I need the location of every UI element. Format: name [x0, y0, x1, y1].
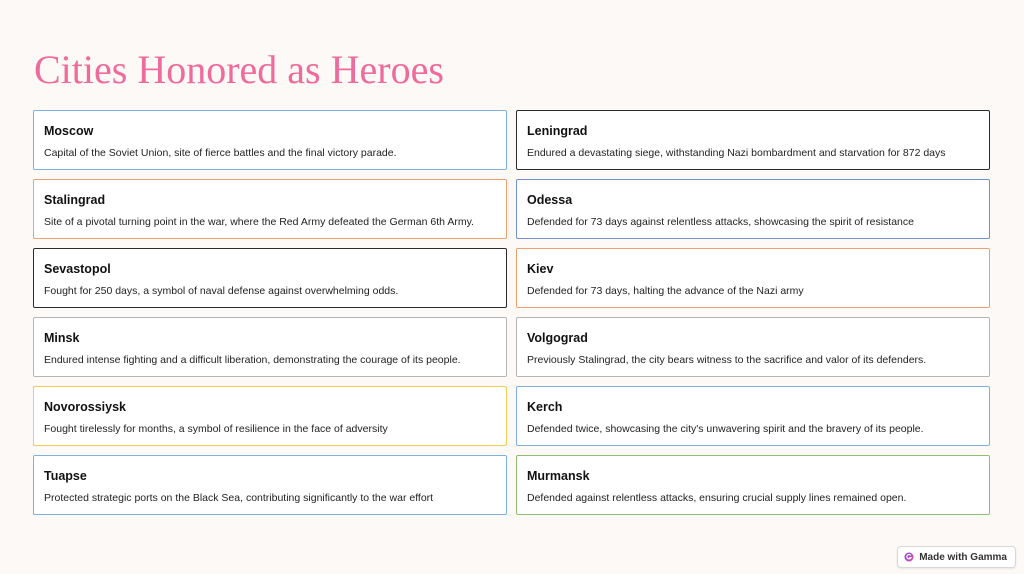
city-name: Leningrad: [527, 124, 588, 138]
city-card-odessa: [516, 179, 990, 239]
city-description: Fought tirelessly for months, a symbol of resilience in the face of adversity: [44, 423, 388, 435]
city-card-stalingrad: [33, 179, 507, 239]
city-description: Previously Stalingrad, the city bears witness to the sacrifice and valor of its defenders.: [527, 354, 927, 366]
city-name: Tuapse: [44, 469, 87, 483]
city-description: Endured intense fighting and a difficult liberation, demonstrating the courage of its people.: [44, 354, 461, 366]
page-title: Cities Honored as Heroes: [34, 47, 444, 92]
city-name: Odessa: [527, 193, 573, 207]
city-description: Defended for 73 days against relentless attacks, showcasing the spirit of resistance: [527, 216, 914, 228]
city-card-tuapse: [33, 455, 507, 515]
city-description: Defended twice, showcasing the city's unwavering spirit and the bravery of its people.: [527, 423, 924, 435]
city-card-minsk: [33, 317, 507, 377]
city-description: Protected strategic ports on the Black Sea, contributing significantly to the war effort: [44, 492, 434, 504]
city-description: Endured a devastating siege, withstanding Nazi bombardment and starvation for 872 days: [527, 147, 946, 159]
city-name: Kerch: [527, 400, 563, 414]
city-card-sevastopol: [33, 248, 507, 308]
city-card-murmansk: [516, 455, 990, 515]
city-name: Stalingrad: [44, 193, 106, 207]
city-name: Moscow: [44, 124, 94, 138]
gamma-logo-icon: [904, 552, 914, 562]
city-name: Minsk: [44, 331, 80, 345]
badge-label: Made with Gamma: [919, 551, 1007, 563]
made-with-gamma-badge[interactable]: [897, 546, 1016, 568]
city-name: Sevastopol: [44, 262, 111, 276]
city-card-kiev: [516, 248, 990, 308]
city-name: Kiev: [527, 262, 554, 276]
city-description: Site of a pivotal turning point in the war, where the Red Army defeated the German 6th Army.: [44, 216, 474, 228]
city-card-leningrad: [516, 110, 990, 170]
city-name: Murmansk: [527, 469, 590, 483]
city-description: Defended for 73 days, halting the advance of the Nazi army: [527, 285, 804, 297]
city-description: Defended against relentless attacks, ensuring crucial supply lines remained open.: [527, 492, 907, 504]
city-card-kerch: [516, 386, 990, 446]
city-card-volgograd: [516, 317, 990, 377]
city-name: Volgograd: [527, 331, 588, 345]
city-name: Novorossiysk: [44, 400, 126, 414]
city-card-novorossiysk: [33, 386, 507, 446]
city-description: Capital of the Soviet Union, site of fierce battles and the final victory parade.: [44, 147, 397, 159]
city-card-moscow: [33, 110, 507, 170]
city-description: Fought for 250 days, a symbol of naval defense against overwhelming odds.: [44, 285, 399, 297]
